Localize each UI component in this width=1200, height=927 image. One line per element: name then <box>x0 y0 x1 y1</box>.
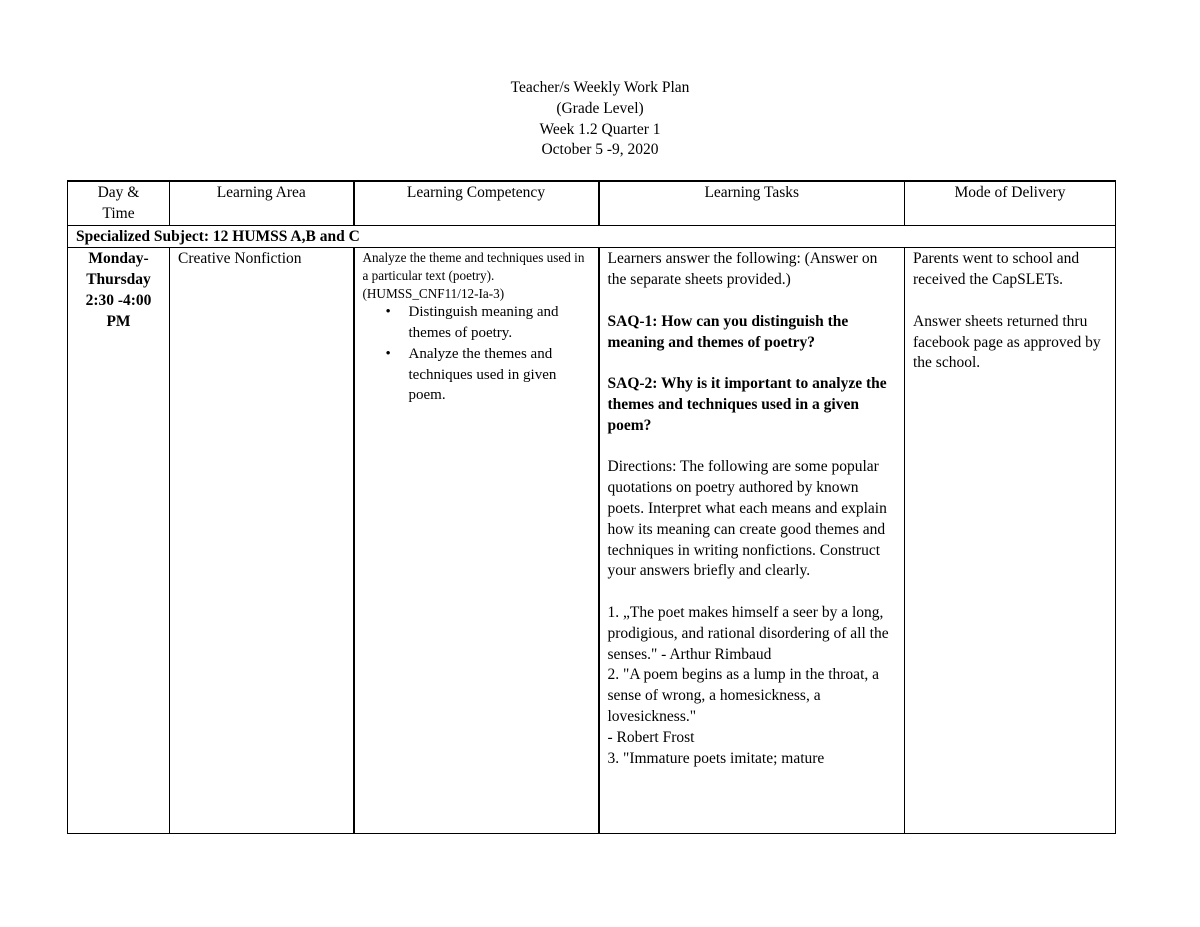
delivery-paragraph-1: Parents went to school and received the CapSLETs. <box>913 250 1080 289</box>
weekly-work-plan-table <box>67 180 1116 834</box>
competency-list <box>363 302 590 406</box>
header-learning-tasks: Learning Tasks <box>599 181 905 225</box>
subject-row <box>68 225 1116 248</box>
header-day-time: Day & Time <box>68 181 170 225</box>
delivery-paragraph-2: Answer sheets returned thru facebook page as approved by the school. <box>913 312 1101 372</box>
learning-area-cell: Creative Nonfiction <box>170 248 354 834</box>
document-heading <box>0 78 1200 161</box>
specialized-subject: Specialized Subject: 12 HUMSS A,B and C <box>68 225 1116 248</box>
saq-2-question: SAQ-2: Why is it important to analyze the themes and techniques used in a given poem? <box>607 375 887 434</box>
tasks-directions: Directions: The following are some popular quotations on poetry authored by known poets. Interpret what each means and explain how its meaning can create good themes and techniques in writing nonfictions. Construct your answers briefly and clearly. <box>607 458 887 580</box>
heading-title: Teacher/s Weekly Work Plan <box>510 79 690 96</box>
list-item: • Analyze the themes and techniques used in given poem. <box>409 344 590 406</box>
header-learning-competency: Learning Competency <box>354 181 599 225</box>
quote-3: 3. "Immature poets imitate; mature <box>607 749 825 767</box>
day-time-cell: Monday-Thursday 2:30 -4:00 PM <box>68 248 170 834</box>
quote-1: 1. „The poet makes himself a seer by a long, prodigious, and rational disordering of all the senses." - Arthur Rimbaud <box>607 603 889 663</box>
list-item: • Distinguish meaning and themes of poetry. <box>409 302 590 344</box>
learning-competency-cell <box>354 248 599 834</box>
mode-of-delivery-cell <box>905 248 1116 834</box>
tasks-intro: Learners answer the following: (Answer on the separate sheets provided.) <box>607 250 878 289</box>
heading-grade-level: (Grade Level) <box>556 99 644 117</box>
header-mode-of-delivery: Mode of Delivery <box>905 181 1116 225</box>
header-learning-area: Learning Area <box>170 181 354 225</box>
table-row <box>68 248 1116 834</box>
quote-2-author: - Robert Frost <box>607 728 695 746</box>
heading-date-range: October 5 -9, 2020 <box>541 141 659 159</box>
table-header-row <box>68 181 1116 225</box>
competency-intro: Analyze the theme and techniques used in a particular text (poetry). (HUMSS_CNF11/12-Ia-3) <box>362 250 585 301</box>
heading-week-quarter: Week 1.2 Quarter 1 <box>539 120 661 138</box>
saq-1-question: SAQ-1: How can you distinguish the meaning and themes of poetry? <box>607 312 849 351</box>
quote-2: 2. "A poem begins as a lump in the throat, a sense of wrong, a homesickness, a lovesickness." <box>607 666 879 725</box>
learning-tasks-cell <box>599 248 905 834</box>
